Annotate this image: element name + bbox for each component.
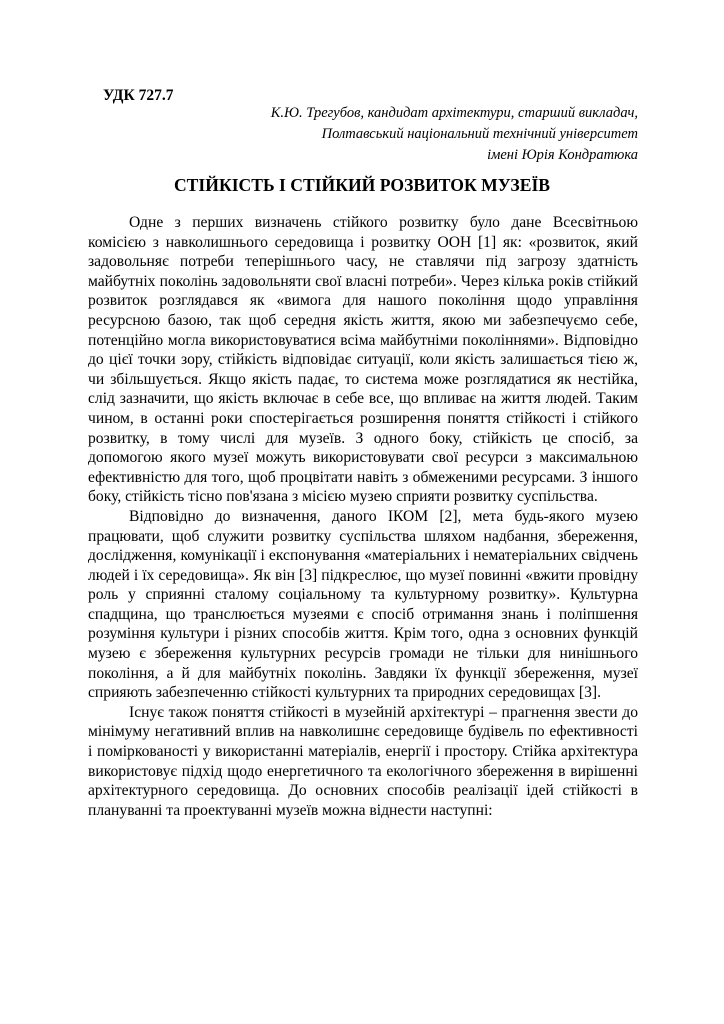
- author-affiliation: [271, 103, 638, 166]
- paragraph: Існує також поняття стійкості в музейній архітектурі – прагнення звести до мінімуму негативний вплив на навколишнє середовище будівель по ефективності і поміркованості у використанні матеріалів, енергії і простору. Стійка архітектура використовує підхід щодо енергетичного та екологічного збереження в вирішенні архітектурного середовища. До основних способів реалізації ідей стійкості в плануванні та проектуванні музеїв можна віднести наступні:: [88, 703, 638, 819]
- article-title: СТІЙКІСТЬ І СТІЙКИЙ РОЗВИТОК МУЗЕЇВ: [173, 175, 551, 195]
- paragraph: Одне з перших визначень стійкого розвитку було дане Всесвітньою комісією з навколишнього середовища і розвитку ООН [1] як: «розвиток, який задовольняє потреби теперішнього часу, не ставлячи під загрозу здатність майбутніх поколінь задовольняти свої власні потреби». Через кілька років стійкий розвиток розглядався як «вимога для нашого покоління щодо управління ресурсною базою, так щоб середня якість життя, якою ми забезпечуємо себе, потенційно могла використовуватися всіма майбутніми поколіннями». Відповідно до цієї точки зору, стійкість відповідає ситуації, коли якість залишається тією ж, чи збільшується. Якщо якість падає, то система може розглядатися як нестійка, слід зазначити, що якість включає в себе все, що впливає на життя людей. Таким чином, в останні роки спостерігається розширення поняття стійкості і стійкого розвитку, в тому числі для музеїв. З одного боку, стійкість це спосіб, за допомогою якого музеї можуть використовувати свої ресурси з максимальною ефективністю для того, щоб процвітати навіть з обмеженими ресурсами. З іншого боку, стійкість тісно пов'язана з місією музею сприяти розвитку суспільства.: [88, 214, 638, 506]
- affiliation-line: імені Юрія Кондратюка: [487, 147, 638, 163]
- author-line: К.Ю. Трегубов, кандидат архітектури, старший викладач,: [270, 105, 638, 121]
- paragraph: Відповідно до визначення, даного ІКОМ [2], мета будь-якого музею працювати, щоб служити розвитку суспільства шляхом надбання, збереження, дослідження, комунікації і експонування «матеріальних і нематеріальних свідчень людей і їх середовища». Як він [3] підкреслює, що музеї повинні «вжити провідну роль у сприянні сталому соціальному та культурному розвитку». Культурна спадщина, що транслюється музеями є спосіб отримання знань і поліпшення розуміння культури і різних способів життя. Крім того, одна з основних функцій музею є збереження культурних ресурсів громади не тільки для нинішнього покоління, а й для майбутніх поколінь. Завдяки їх функції збереження, музеї сприяють забезпеченню стійкості культурних та природних середовищах [3].: [88, 507, 638, 702]
- article-body: [88, 213, 638, 820]
- affiliation-line: Полтавський національний технічний університет: [321, 126, 638, 142]
- udk-code: УДК 727.7: [103, 87, 174, 104]
